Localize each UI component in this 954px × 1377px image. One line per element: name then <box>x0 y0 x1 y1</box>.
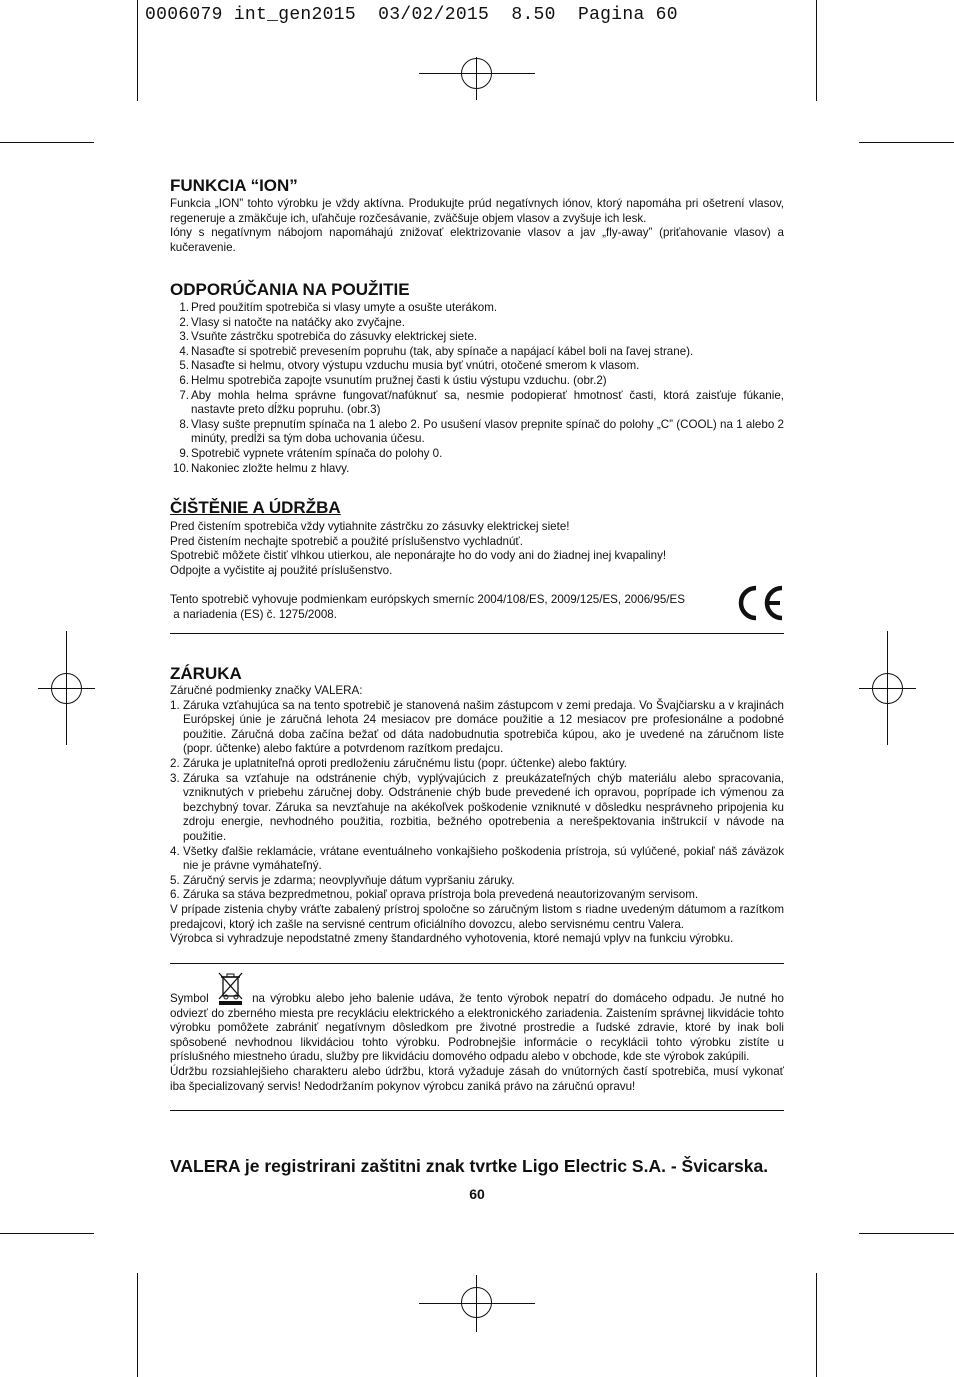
usage-step <box>170 418 784 447</box>
warranty-item-number: 3. <box>170 771 180 785</box>
warranty-item-text: Záruka sa vzťahuje na odstránenie chýb, vyplývajúcich z preukázateľných chýb materiálu alebo spracovania, vzniknutých v priebehu záručnej doby. Odstránenie chýb bude prevedené ich opravou, poprípade ich výmenou za bezchybný tovar. Záruka sa nevzťahuje na akékoľvek poškodenie vzniknuté v dôsledku nesprávneho pripojenia ku zdroju energie, nevhodného použitia, rozbitia, bežného opotrebenia a nerešpektovania inštrukcií v návode na použitie. <box>183 771 784 843</box>
usage-step-number: 9. <box>179 446 189 460</box>
usage-step-text: Nakoniec zložte helmu z hlavy. <box>191 461 350 475</box>
compliance-section <box>170 593 730 622</box>
usage-step <box>170 462 784 477</box>
usage-step <box>170 374 784 389</box>
warranty-item-text: Záručný servis je zdarma; neovplyvňuje dátum vypršaniu záruky. <box>183 873 515 887</box>
cleaning-line: Odpojte a vyčistite aj použité príslušenstvo. <box>170 563 393 577</box>
ion-paragraph: Funkcia „ION” tohto výrobku je vždy aktívna. Produkujte prúd negatívnych iónov, ktorý napomáha pri ošetrení vlasov, regeneruje a zmäkčuje ich, uľahčuje rozčesávanie, zväčšuje objem vlasov a zvyšuje ich lesk. <box>170 197 784 225</box>
usage-step <box>170 359 784 374</box>
usage-step <box>170 316 784 331</box>
usage-step-text: Nasaďte si helmu, otvory výstupu vzduchu musia byť vnútri, otočené smerom k vlasom. <box>191 359 640 373</box>
divider <box>170 1110 784 1111</box>
usage-step-text: Aby mohla helma správne fungovať/nafúknuť sa, nesmie podopierať hmotnosť časti, ktorá zaisťuje fúkanie, nastavte preto dĺžku popruhu. (obr.3) <box>191 388 784 417</box>
disposal-paragraph <box>170 972 784 1065</box>
usage-step-number: 6. <box>179 373 189 387</box>
usage-step <box>170 345 784 360</box>
usage-step <box>170 301 784 316</box>
crop-mark <box>816 0 817 101</box>
warranty-item <box>170 888 784 903</box>
cleaning-line: Pred čistením nechajte spotrebič a použité príslušenstvo vychladnúť. <box>170 534 523 548</box>
ion-section <box>170 176 784 255</box>
warranty-item <box>170 757 784 772</box>
usage-step <box>170 447 784 462</box>
crop-mark <box>137 1273 138 1377</box>
warranty-title: ZÁRUKA <box>170 664 242 683</box>
cleaning-line: Spotrebič môžete čistiť vlhkou utierkou, ale neponárajte ho do vody ani do žiadnej inej kvapaliny! <box>170 549 667 563</box>
warranty-item-number: 6. <box>170 888 180 902</box>
usage-step-text: Nasaďte si spotrebič prevesením popruhu (tak, aby spínače a napájací kábel boli na ľavej strane). <box>191 344 694 358</box>
usage-step-number: 2. <box>179 315 189 329</box>
warranty-item-number: 4. <box>170 844 180 858</box>
ion-paragraph: Ióny s negatívnym nábojom napomáhajú znižovať elektrizovanie vlasov a jav „fly-away” (priťahovanie vlasov) a kučeravenie. <box>170 226 784 254</box>
cleaning-line: Pred čistením spotrebiča vždy vytiahnite zástrčku zo zásuvky elektrickej siete! <box>170 520 570 533</box>
usage-step-text: Spotrebič vypnete vrátením spínača do polohy 0. <box>191 446 443 460</box>
usage-section <box>170 280 784 476</box>
warranty-item <box>170 772 784 845</box>
warranty-item-text: Záruka je uplatniteľná oproti predloženiu záručnému listu (popr. účtenke) alebo faktúry. <box>183 756 627 770</box>
usage-step-number: 4. <box>179 344 189 358</box>
registration-mark <box>461 1287 492 1318</box>
cleaning-title: ČIŠTĚNIE A ÚDRŽBA <box>170 498 341 517</box>
registration-mark <box>51 673 82 704</box>
crop-mark <box>859 1233 954 1234</box>
warranty-item-text: Záruka sa stáva bezpredmetnou, pokiaľ oprava prístroja bola prevedená neautorizovaným servisom. <box>183 888 699 902</box>
usage-step-number: 1. <box>179 301 189 314</box>
page-number: 60 <box>469 1186 485 1202</box>
compliance-line: a nariadenia (ES) č. 1275/2008. <box>170 607 337 621</box>
compliance-line: Tento spotrebič vyhovuje podmienkam európskych smerníc 2004/108/ES, 2009/125/ES, 2006/95/ES <box>170 593 685 606</box>
usage-title: ODPORÚČANIA NA POUŽITIE <box>170 280 410 299</box>
ion-title: FUNKCIA “ION” <box>170 176 298 195</box>
service-note: Údržbu rozsiahlejšieho charakteru alebo údržbu, ktorá vyžaduje zásah do vnútorných častí spotrebiča, musí vykonať iba špecializovaný servis! Nedodržaním pokynov výrobcu zaniká právo na záručnú opravu! <box>170 1064 784 1093</box>
usage-step-number: 5. <box>179 359 189 373</box>
usage-step-number: 10. <box>172 461 189 475</box>
divider <box>170 633 784 634</box>
cleaning-section <box>170 498 784 578</box>
warranty-item-number: 1. <box>170 698 180 712</box>
warranty-item <box>170 874 784 889</box>
usage-step-number: 7. <box>179 388 189 402</box>
warranty-item-text: Záruka vzťahujúca sa na tento spotrebič je stanovená našim zástupcom v zemi predaja. Vo Švajčiarsku a v krajinách Európskej únie je záručná lehota 24 mesiacov pre domáce použitie a 12 mesiacov pre profesionálne a podobné použitie. Záručná doba začína bežať od dáta nadobudnutia spotrebiča kúpou, ako je uvedené na záručnom liste (popr. účtenke) alebo faktúre a potvrdenom razítkom predajcu. <box>183 698 784 756</box>
usage-step-number: 3. <box>179 330 189 344</box>
crop-mark <box>137 0 138 101</box>
warranty-section <box>170 664 784 947</box>
trademark-notice: VALERA je registrirani zaštitni znak tvrtke Ligo Electric S.A. - Švicarska. <box>170 1156 769 1176</box>
ce-mark-icon <box>734 583 786 623</box>
disposal-text: na výrobku alebo jeho balenie udáva, že tento výrobok nepatrí do domáceho odpadu. Je nutné ho odviezť do zberného miesta pre recykláciu elektrického a elektronického zariadenia. Zaistením správnej likvidácie tohto výrobku pomôžete zabrániť negatívnym dôsledkom pre životné prostredie a ľudské zdravie, ktoré by inak boli spôsobené nevhodnou likvidáciou tohto výrobku. Podrobnejšie informácie o recyklácii tohto výrobku zistíte u príslušného miestneho úradu, služby pre likvidáciu domového odpadu alebo v obchode, kde ste výrobok zakúpili. <box>170 992 784 1064</box>
print-header: 0006079 int_gen2015 03/02/2015 8.50 Pagina 60 <box>145 5 678 25</box>
usage-step <box>170 389 784 418</box>
usage-step-text: Vlasy sušte prepnutím spínača na 1 alebo 2. Po usušení vlasov prepnite spínač do polohy „C” (COOL) na 1 alebo 2 minúty, predĺži sa tým doba uchovania účesu. <box>191 417 784 446</box>
usage-step-text: Vsuňte zástrčku spotrebiča do zásuvky elektrickej siete. <box>191 330 478 344</box>
crop-mark <box>859 142 954 143</box>
warranty-item <box>170 699 784 757</box>
warranty-item-number: 2. <box>170 756 180 770</box>
crossed-out-wheelie-bin-icon <box>217 972 244 1006</box>
disposal-section <box>170 972 784 1094</box>
warranty-closing: V prípade zistenia chyby vráťte zabalený prístroj spoločne so záručným listom s riadne uvedeným dátumom a razítkom predajcovi, ktorý ich zašle na servisné centrum oficiálního dovozcu, alebo servisnému centru Valera. <box>170 902 784 931</box>
warranty-item-text: Všetky ďalšie reklamácie, vrátane eventuálneho vonkajšieho poškodenia prístroja, sú vylúčené, pokiaľ náš záväzok nie je právne vymáhateľný. <box>183 844 784 873</box>
crop-mark <box>0 1233 94 1234</box>
symbol-word: Symbol <box>170 992 209 1005</box>
usage-step-text: Helmu spotrebiča zapojte vsunutím pružnej časti k ústiu výstupu vzduchu. (obr.2) <box>191 373 607 387</box>
warranty-intro: Záručné podmienky značky VALERA: <box>170 684 363 697</box>
usage-step-number: 8. <box>179 417 189 431</box>
registration-mark <box>461 58 492 89</box>
usage-step <box>170 330 784 345</box>
usage-step-text: Pred použitím spotrebiča si vlasy umyte a osušte uterákom. <box>191 301 498 314</box>
warranty-items <box>170 699 784 903</box>
warranty-item-number: 5. <box>170 873 180 887</box>
warranty-item <box>170 845 784 874</box>
divider <box>170 963 784 964</box>
warranty-closing: Výrobca si vyhradzuje nepodstatné zmeny štandardného vyhotovenia, ktoré nemajú vplyv na funkciu výrobku. <box>170 932 734 946</box>
crop-mark <box>0 142 94 143</box>
registration-mark <box>872 673 903 704</box>
crop-mark <box>816 1273 817 1377</box>
usage-step-text: Vlasy si natočte na natáčky ako zvyčajne. <box>191 315 405 329</box>
usage-steps <box>170 301 784 476</box>
